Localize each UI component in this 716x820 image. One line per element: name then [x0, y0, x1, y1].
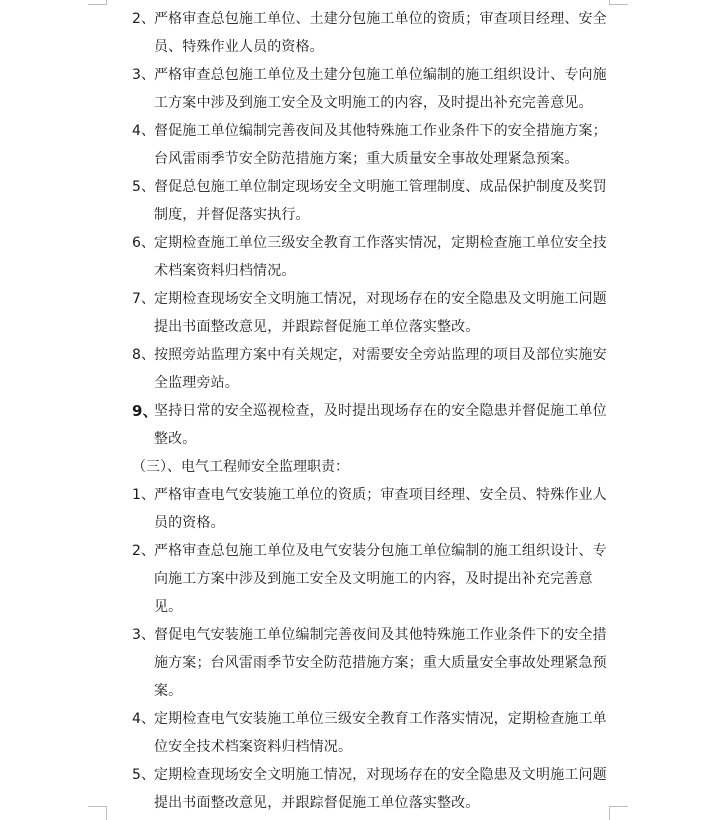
item-text: 定期检查现场安全文明施工情况，对现场存在的安全隐患及文明施工问题提出书面整改意见，并跟踪督促施工单位落实整改。	[154, 291, 607, 335]
item-number: 6、	[132, 235, 156, 251]
list-item	[132, 229, 612, 285]
item-text: 按照旁站监理方案中有关规定，对需要安全旁站监理的项目及部位实施安全监理旁站。	[154, 347, 607, 391]
list-item	[132, 341, 612, 397]
item-number: 1、	[132, 487, 156, 503]
item-text: 督促施工单位编制完善夜间及其他特殊施工作业条件下的安全措施方案；台风雷雨季节安全防范措施方案；重大质量安全事故处理紧急预案。	[154, 123, 607, 167]
item-text: 督促总包施工单位制定现场安全文明施工管理制度、成品保护制度及奖罚制度，并督促落实执行。	[154, 179, 607, 223]
item-number: 3、	[132, 67, 156, 83]
document-body	[132, 5, 612, 817]
list-item	[132, 5, 612, 61]
page-corner-mark	[88, 806, 107, 820]
item-number: 2、	[132, 543, 156, 559]
item-text: 定期检查施工单位三级安全教育工作落实情况，定期检查施工单位安全技术档案资料归档情况。	[154, 235, 607, 279]
item-number: 4、	[132, 123, 156, 139]
item-number: 5、	[132, 767, 156, 783]
page-corner-mark	[88, 0, 107, 5]
item-text: 严格审查总包施工单位及土建分包施工单位编制的施工组织设计、专向施工方案中涉及到施工安全及文明施工的内容，及时提出补充完善意见。	[154, 67, 607, 111]
item-number: 9、	[132, 402, 158, 420]
item-text: 坚持日常的安全巡视检查，及时提出现场存在的安全隐患并督促施工单位整改。	[154, 403, 607, 447]
list-item	[132, 537, 612, 621]
list-item	[132, 173, 612, 229]
item-text: 严格审查总包施工单位、土建分包施工单位的资质；审查项目经理、安全员、特殊作业人员的资格。	[154, 11, 607, 55]
list-item	[132, 705, 612, 761]
list-item	[132, 481, 612, 537]
item-text: 严格审查电气安装施工单位的资质；审查项目经理、安全员、特殊作业人员的资格。	[154, 487, 607, 531]
list-item	[132, 621, 612, 705]
item-text: 督促电气安装施工单位编制完善夜间及其他特殊施工作业条件下的安全措施方案；台风雷雨季节安全防范措施方案；重大质量安全事故处理紧急预案。	[154, 627, 607, 699]
section-heading: （三）、电气工程师安全监理职责：	[132, 459, 349, 475]
item-number: 4、	[132, 711, 156, 727]
item-text: 定期检查现场安全文明施工情况，对现场存在的安全隐患及文明施工问题提出书面整改意见，并跟踪督促施工单位落实整改。	[154, 767, 607, 811]
item-text: 定期检查电气安装施工单位三级安全教育工作落实情况，定期检查施工单位安全技术档案资料归档情况。	[154, 711, 607, 755]
item-number: 5、	[132, 179, 156, 195]
item-number: 3、	[132, 627, 156, 643]
item-number: 8、	[132, 347, 156, 363]
list-item	[132, 285, 612, 341]
list-item	[132, 117, 612, 173]
list-item	[132, 61, 612, 117]
list-item	[132, 761, 612, 817]
item-number: 2、	[132, 11, 156, 27]
item-number: 7、	[132, 291, 156, 307]
item-text: 严格审查总包施工单位及电气安装分包施工单位编制的施工组织设计、专向施工方案中涉及到施工安全及文明施工的内容，及时提出补充完善意见。	[154, 543, 607, 615]
list-item	[132, 397, 612, 453]
